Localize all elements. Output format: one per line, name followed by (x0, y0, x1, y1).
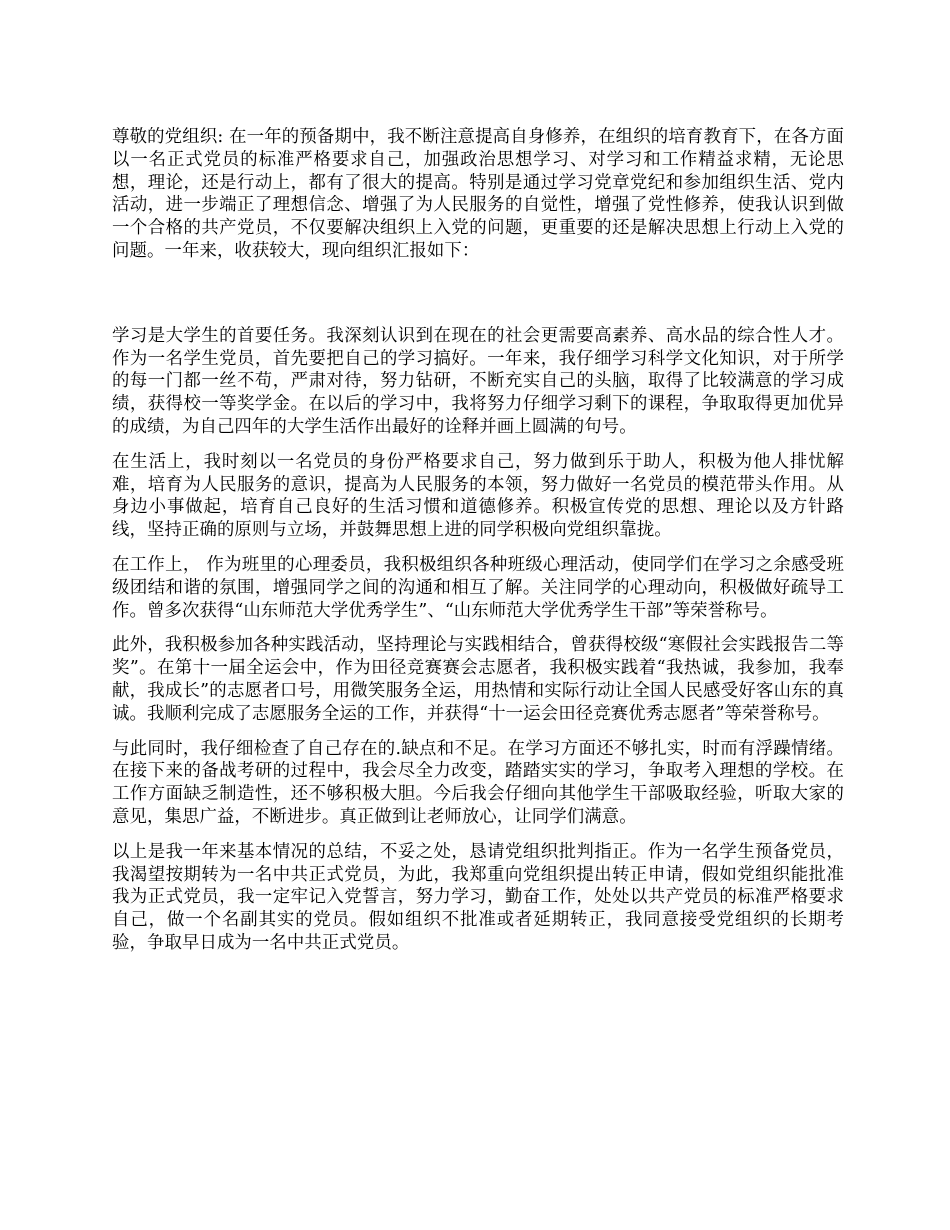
paragraph-life: 在生活上，我时刻以一名党员的身份严格要求自己，努力做到乐于助人，积极为他人排忧解难，培育为人民服务的意识，提高为人民服务的本领，努力做好一名党员的模范带头作用。从身边小事做起，培育自己良好的生活习惯和道德修养。积极宣传党的思想、理论以及方针路线，坚持正确的原则与立场，并鼓舞思想上进的同学积极向党组织靠拢。 (112, 451, 844, 541)
paragraph-intro: 尊敬的党组织: 在一年的预备期中，我不断注意提高自身修养，在组织的培育教育下，在各方面以一名正式党员的标准严格要求自己，加强政治思想学习、对学习和工作精益求精，无论思想，理论，还是行动上，都有了很大的提高。特别是通过学习党章党纪和参加组织生活、党内活动，进一步端正了理想信念、增强了为人民服务的自觉性，增强了党性修养，使我认识到做一个合格的共产党员，不仅要解决组织上入党的问题，更重要的还是解决思想上行动上入党的问题。一年来，收获较大，现向组织汇报如下： (112, 127, 844, 261)
paragraph-practice: 此外，我积极参加各种实践活动，坚持理论与实践相结合，曾获得校级“寒假社会实践报告二等奖”。在第十一届全运会中，作为田径竞赛赛会志愿者，我积极实践着“我热诚，我参加，我奉献，我成长”的志愿者口号，用微笑服务全运，用热情和实际行动让全国人民感受好客山东的真诚。我顺利完成了志愿服务全运的工作，并获得“十一运会田径竞赛优秀志愿者”等荣誉称号。 (112, 635, 844, 724)
paragraph-shortcomings: 与此同时，我仔细检查了自己存在的.缺点和不足。在学习方面还不够扎实，时而有浮躁情绪。在接下来的备战考研的过程中，我会尽全力改变，踏踏实实的学习，争取考入理想的学校。在工作方面缺乏制造性，还不够积极大胆。今后我会仔细向其他学生干部吸取经验，听取大家的意见，集思广益，不断进步。真正做到让老师放心，让同学们满意。 (112, 738, 844, 827)
document-body (112, 126, 844, 955)
paragraph-study: 学习是大学生的首要任务。我深刻认识到在现在的社会更需要高素养、高水品的综合性人才。作为一名学生党员，首先要把自己的学习搞好。一年来，我仔细学习科学文化知识，对于所学的每一门都一丝不苟，严肃对待，努力钻研，不断充实自己的头脑，取得了比较满意的学习成绩，获得校一等奖学金。在以后的学习中，我将努力仔细学习剩下的课程，争取取得更加优异的成绩，为自己四年的大学生活作出最好的诠释并画上圆满的句号。 (112, 325, 844, 437)
paragraph-work: 在工作上， 作为班里的心理委员，我积极组织各种班级心理活动，使同学们在学习之余感受班级团结和谐的氛围，增强同学之间的沟通和相互了解。关注同学的心理动向，积极做好疏导工作。曾多次获得“山东师范大学优秀学生”、“山东师范大学优秀学生干部”等荣誉称号。 (112, 554, 844, 621)
paragraph-conclusion: 以上是我一年来基本情况的总结，不妥之处，恳请党组织批判指正。作为一名学生预备党员，我渴望按期转为一名中共正式党员，为此，我郑重向党组织提出转正申请，假如党组织能批准我为正式党员，我一定牢记入党誓言，努力学习，勤奋工作，处处以共产党员的标准严格要求自己，做一个名副其实的党员。假如组织不批准或者延期转正，我同意接受党组织的长期考验，争取早日成为一名中共正式党员。 (112, 841, 844, 953)
